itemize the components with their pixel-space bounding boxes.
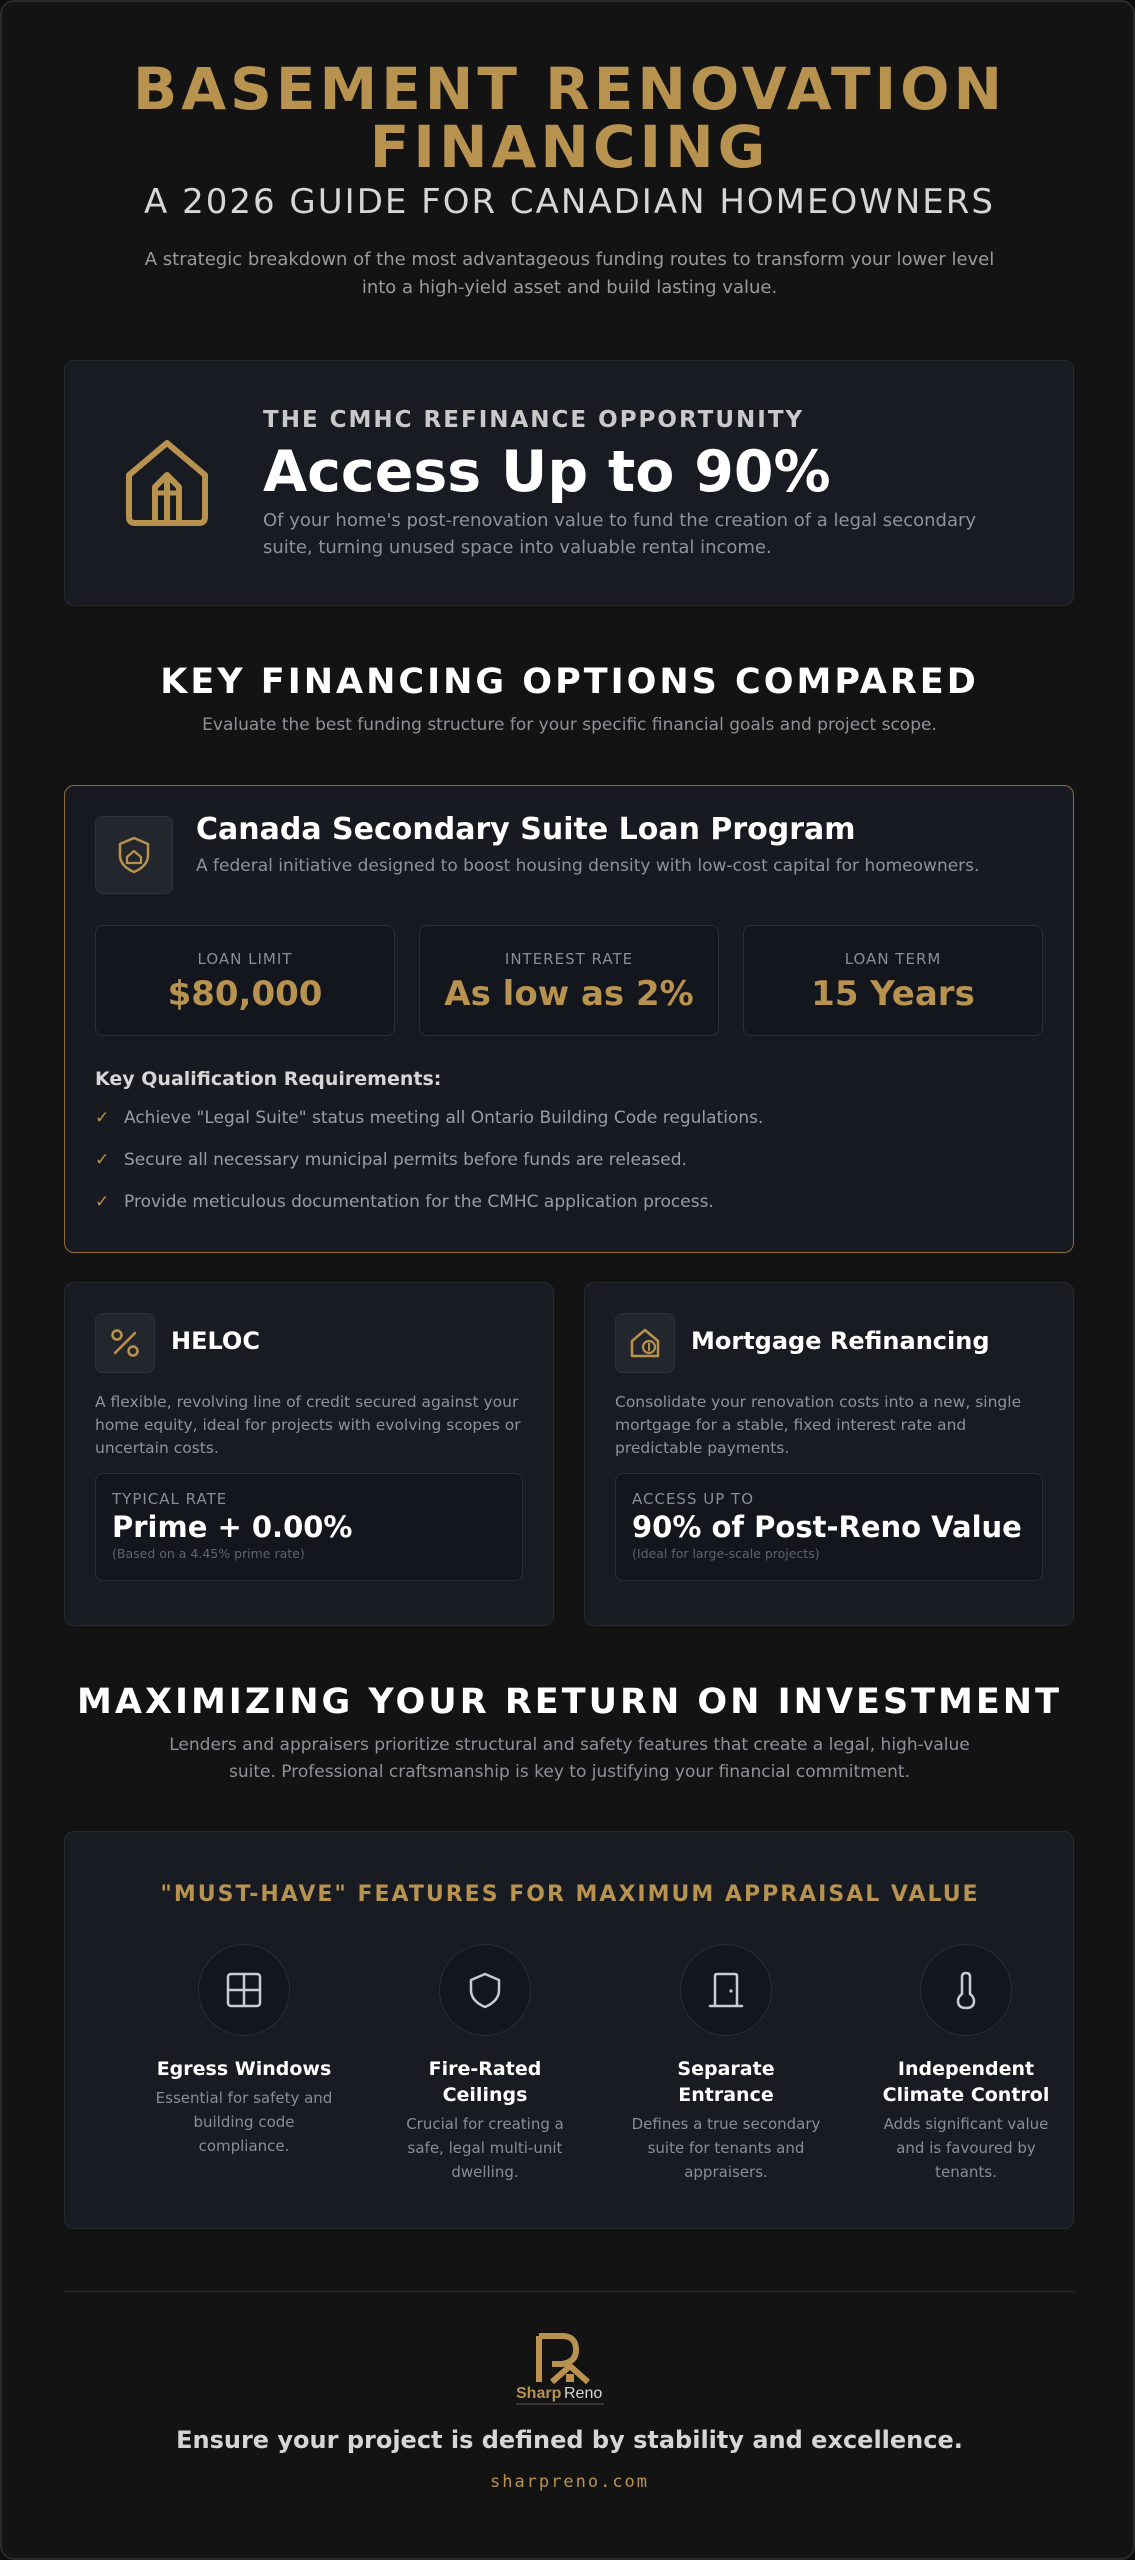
list-item: [95, 1192, 1035, 1234]
percent-icon: [95, 1313, 155, 1373]
rate-value: Prime + 0.00%: [112, 1510, 353, 1544]
logo-text-sharp: Sharp: [516, 2385, 562, 2402]
feature-text: Crucial for creating a safe, legal multi-unit dwelling.: [406, 2115, 564, 2181]
check-icon: ✓: [95, 1150, 110, 1170]
check-icon: ✓: [95, 1108, 110, 1128]
feature-fire-rated-ceilings: [390, 1944, 580, 2184]
stat-value: $80,000: [167, 974, 323, 1014]
rate-value: 90% of Post-Reno Value: [632, 1510, 1022, 1544]
rate-note: (Ideal for large-scale projects): [632, 1546, 820, 1561]
feature-text: Defines a true secondary suite for tenants and appraisers.: [631, 2115, 821, 2181]
feature-title: Egress Windows: [156, 2058, 332, 2080]
loan-program-description: A federal initiative designed to boost housing density with low-cost capital for homeowners.: [196, 856, 980, 876]
page-title-line-2: FINANCING: [369, 113, 770, 181]
loan-program-title: Canada Secondary Suite Loan Program: [196, 812, 856, 847]
requirements-title: Key Qualification Requirements:: [95, 1068, 442, 1090]
stat-loan-limit: [95, 925, 395, 1036]
feature-text: Essential for safety and building code compliance.: [155, 2089, 333, 2155]
shield-home-icon: [95, 816, 173, 894]
feature-egress-windows: [149, 1944, 339, 2158]
requirement-text: Achieve "Legal Suite" status meeting all Ontario Building Code regulations.: [124, 1108, 764, 1128]
house-money-icon: [615, 1313, 675, 1373]
page-description: A strategic breakdown of the most advantageous funding routes to transform your lower level into a high-yield asset and build lasting value.: [144, 249, 995, 298]
refinance-title: Mortgage Refinancing: [691, 1327, 990, 1355]
feature-separate-entrance: [631, 1944, 821, 2184]
shield-icon: [439, 1944, 531, 2036]
feature-title: Fire-Rated Ceilings: [428, 2058, 542, 2106]
sharpreno-logo: [514, 2332, 624, 2412]
rate-note: (Based on a 4.45% prime rate): [112, 1546, 305, 1561]
thermometer-icon: [920, 1944, 1012, 2036]
house-icon: [117, 431, 217, 531]
roi-title: MAXIMIZING YOUR RETURN ON INVESTMENT: [77, 1682, 1062, 1722]
footer-url-link[interactable]: sharpreno.com: [489, 2472, 650, 2492]
stat-label: LOAN TERM: [844, 950, 942, 968]
page-title-line-1: BASEMENT RENOVATION: [132, 55, 1007, 123]
rate-label: ACCESS UP TO: [632, 1490, 754, 1508]
page-title: [2, 55, 1135, 181]
requirement-text: Provide meticulous documentation for the CMHC application process.: [124, 1192, 714, 1212]
features-heading: "MUST-HAVE" FEATURES FOR MAXIMUM APPRAISAL VALUE: [160, 1882, 980, 1907]
feature-title: Separate Entrance: [677, 2058, 775, 2106]
check-icon: ✓: [95, 1192, 110, 1212]
cmhc-headline: Access Up to 90%: [263, 439, 831, 505]
requirements-list: [95, 1108, 1035, 1234]
refinance-rate-box: [615, 1473, 1043, 1581]
footer-divider: [64, 2291, 1074, 2292]
refinance-text: Consolidate your renovation costs into a new, single mortgage for a stable, fixed interest rate and predictable payments.: [615, 1393, 1022, 1457]
roi-subtitle: Lenders and appraisers prioritize structural and safety features that create a legal, high-value suite. Professional craftsmanship is key to justifying your financial commitment.: [169, 1735, 970, 1782]
heloc-text: A flexible, revolving line of credit secured against your home equity, ideal for projects with evolving scopes or uncertain costs.: [95, 1393, 521, 1457]
heloc-card: [64, 1282, 554, 1626]
options-title: KEY FINANCING OPTIONS COMPARED: [160, 662, 979, 702]
stat-value: 15 Years: [811, 974, 975, 1014]
list-item: [95, 1150, 1035, 1192]
refinance-card: [584, 1282, 1074, 1626]
loan-program-card: [64, 785, 1074, 1253]
logo-text-reno: Reno: [564, 2385, 603, 2402]
stat-label: INTEREST RATE: [504, 950, 634, 968]
cmhc-eyebrow: THE CMHC REFINANCE OPPORTUNITY: [263, 407, 805, 433]
heloc-rate-box: [95, 1473, 523, 1581]
requirement-text: Secure all necessary municipal permits before funds are released.: [124, 1150, 687, 1170]
feature-text: Adds significant value and is favoured by tenants.: [883, 2115, 1049, 2181]
feature-climate-control: [871, 1944, 1061, 2184]
feature-title: Independent Climate Control: [882, 2058, 1050, 2106]
rate-label: TYPICAL RATE: [112, 1490, 228, 1508]
heloc-title: HELOC: [171, 1327, 260, 1355]
footer-tagline: Ensure your project is defined by stability and excellence.: [176, 2426, 963, 2454]
cmhc-card: [64, 360, 1074, 606]
cmhc-text: Of your home's post-renovation value to fund the creation of a legal secondary suite, turning unused space into valuable rental income.: [263, 510, 977, 558]
stat-value: As low as 2%: [444, 974, 694, 1014]
stat-interest-rate: [419, 925, 719, 1036]
page-subtitle: A 2026 GUIDE FOR CANADIAN HOMEOWNERS: [144, 182, 995, 222]
list-item: [95, 1108, 1035, 1150]
window-icon: [198, 1944, 290, 2036]
features-card: [64, 1831, 1074, 2229]
options-subtitle: Evaluate the best funding structure for your specific financial goals and project scope.: [202, 715, 937, 735]
stat-loan-term: [743, 925, 1043, 1036]
stat-label: LOAN LIMIT: [197, 950, 293, 968]
door-icon: [680, 1944, 772, 2036]
